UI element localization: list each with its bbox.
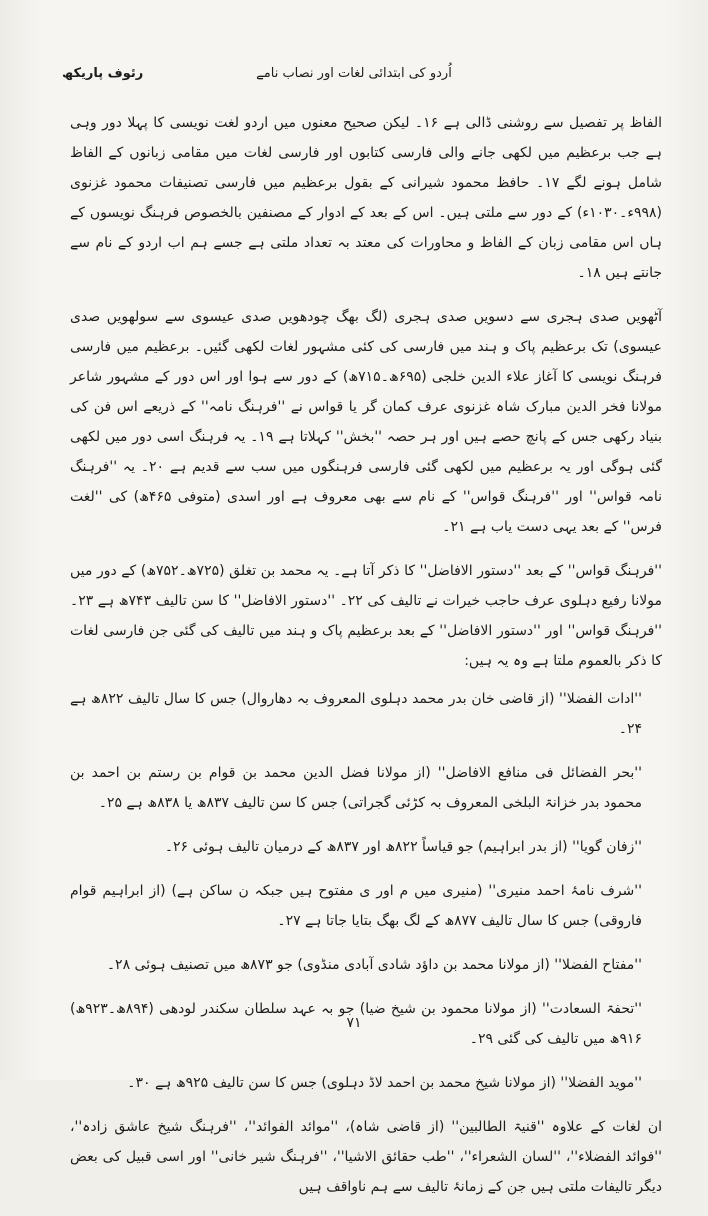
list-item: ''زفان گویا'' (از بدر ابراہیم) جو قیاساً ۸۲۲ھ اور ۸۳۷ھ کے درمیان تالیف ہوئی ۲۶۔ <box>164 839 642 855</box>
paragraph: آٹھویں صدی ہجری سے دسویں صدی ہجری (لگ بھگ چودھویں صدی عیسوی سے سولھویں صدی عیسوی) تک برعظیم پاک و ہند میں فارسی کی کئی مشہور لغات لکھی گئیں۔ برعظیم میں فارسی فرہنگ نویسی کا آغاز علاء الدین خلجی (۶۹۵ھ۔۷۱۵ھ) کے دور سے ہوا اور اس دور کے مشہور شاعر مولانا فخر الدین مبارک شاہ غزنوی عرف کمان گر یا قواس نے ''فرہنگ نامہ'' کے ذریعے اس فن کی بنیاد رکھی جس کے پانچ حصے ہیں اور ہر حصہ ''بخش'' کہلاتا ہے ۱۹۔ یہ فرہنگ اسی دور میں لکھی گئی ہوگی اور یہ برعظیم میں لکھی گئی فارسی فرہنگوں میں سب سے قدیم ہے ۲۰۔ یہ ''فرہنگ نامہ قواس'' اور ''فرہنگ قواس'' کے نام سے بھی معروف ہے اور اسدی (متوفی ۴۶۵ھ) کی ''لغت فرس'' کے بعد یہی دست یاب ہے ۲۱۔ <box>70 309 663 535</box>
list-item: ''شرف نامۂ احمد منیری'' (منیری میں م اور ی مفتوح ہیں جبکہ ن ساکن ہے) (از ابراہیم قوام فاروقی) جس کا سال تالیف ۸۷۷ھ کے لگ بھگ بتایا جاتا ہے ۲۷۔ <box>70 883 642 929</box>
list-item: ''تحفۃ السعادت'' (از مولانا محمود بن شیخ ضیا) جو بہ عہد سلطان سکندر لودھی (۸۹۴ھ۔۹۲۳ھ) ۹۱۶ھ میں تالیف کی گئی ۲۹۔ <box>70 1001 642 1047</box>
list-item: ''بحر الفضائل فی منافع الافاضل'' (از مولانا فضل الدین محمد بن قوام بن رستم بن احمد بن محمود بدر خزانۃ البلخی المعروف بہ کڑئی گجراتی) جس کا سن تالیف ۸۳۷ھ یا ۸۳۸ھ ہے ۲۵۔ <box>70 765 642 811</box>
list-item: ''ادات الفضلا'' (از قاضی خان بدر محمد دہلوی المعروف بہ دھاروال) جس کا سال تالیف ۸۲۲ھ ہے ۲۴۔ <box>70 691 642 737</box>
body-text <box>70 108 662 1216</box>
list-item: ''مفتاح الفضلا'' (از مولانا محمد بن داؤد شادی آبادی منڈوی) جو ۸۷۳ھ میں تصنیف ہوئی ۲۸۔ <box>106 957 642 973</box>
running-header <box>44 66 664 90</box>
closing-paragraph: ان لغات کے علاوہ ''قنیۃ الطالبین'' (از قاضی شاہ)، ''موائد الفوائد''، ''فرہنگ شیخ عاشق زادہ''، ''فوائد الفضلاء''، ''لسان الشعراء''، ''طب حقائق الاشیا''، ''فرہنگ شیر خانی'' اور اسی قبیل کی بعض دیگر تالیفات ملتی ہیں جن کے زمانۂ تالیف سے ہم ناواقف ہیں <box>70 1119 662 1195</box>
header-author: رئوف پاریکھ <box>62 66 144 81</box>
page-number: ۷۱ <box>346 1015 362 1031</box>
header-title: اُردو کی ابتدائی لغات اور نصاب نامے <box>256 66 452 81</box>
paragraph: ''فرہنگ قواس'' کے بعد ''دستور الافاضل'' کا ذکر آتا ہے۔ یہ محمد بن تغلق (۷۲۵ھ۔۷۵۲ھ) کے دور میں مولانا رفیع دہلوی عرف حاجب خیرات نے تالیف کی ۲۲۔ ''دستور الافاضل'' کا سن تالیف ۷۴۳ھ ہے ۲۳۔ ''فرہنگ قواس'' اور ''دستور الافاضل'' کے بعد برعظیم پاک و ہند میں تالیف کی گئی جن فارسی لغات کا ذکر بالعموم ملتا ہے وہ یہ ہیں: <box>70 563 663 669</box>
paragraph: الفاظ پر تفصیل سے روشنی ڈالی ہے ۱۶۔ لیکن صحیح معنوں میں اردو لغت نویسی کا پہلا دور وہی ہے جب برعظیم میں لکھی جانے والی فارسی کتابوں اور فارسی لغات میں مقامی زبانوں کے الفاظ شامل ہونے لگے ۱۷۔ حافظ محمود شیرانی کے بقول برعظیم میں فارسی تصنیفات محمود غزنوی (۹۹۸ء۔۱۰۳۰ء) کے دور سے ملتی ہیں۔ اس کے بعد کے ادوار کے مصنفین بالخصوص فرہنگ نویسوں کے ہاں اس مقامی زبان کے الفاظ و محاورات کی معتد بہ تعداد ملتی ہے جسے ہم اب اردو کے نام سے جانتے ہیں ۱۸۔ <box>70 115 662 281</box>
list-item: ''موید الفضلا'' (از مولانا شیخ محمد بن احمد لاڈ دہلوی) جس کا سن تالیف ۹۲۵ھ ہے ۳۰۔ <box>127 1075 642 1091</box>
